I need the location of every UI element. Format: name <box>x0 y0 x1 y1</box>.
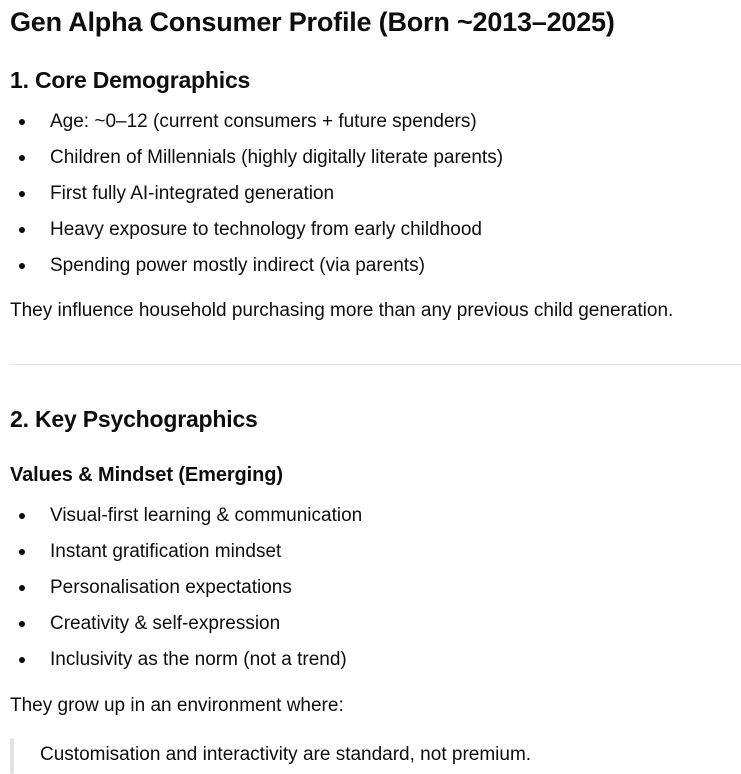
bullet-icon <box>19 621 25 627</box>
list-item-text: Children of Millennials (highly digitally literate parents) <box>50 147 504 168</box>
list-item <box>0 104 741 140</box>
list-item <box>0 642 741 678</box>
list-item <box>0 248 741 284</box>
section-heading-core-demographics: 1. Core Demographics <box>10 67 251 93</box>
list-item <box>0 212 741 248</box>
bullet-icon <box>19 191 25 197</box>
list-item-text: Personalisation expectations <box>50 577 292 598</box>
bullet-icon <box>19 657 25 663</box>
list-item <box>0 606 741 642</box>
blockquote <box>10 738 741 774</box>
psychographics-note: They grow up in an environment where: <box>10 695 344 716</box>
list-item-text: Creativity & self-expression <box>50 613 281 634</box>
blockquote-text: Customisation and interactivity are standard, not premium. <box>40 744 532 765</box>
page-title: Gen Alpha Consumer Profile (Born ~2013–2025) <box>10 7 615 37</box>
core-demographics-list <box>0 104 741 284</box>
list-item-text: Heavy exposure to technology from early childhood <box>50 219 482 240</box>
bullet-icon <box>19 227 25 233</box>
section-divider <box>10 364 741 365</box>
bullet-icon <box>19 513 25 519</box>
list-item-text: Spending power mostly indirect (via parents) <box>50 255 425 276</box>
bullet-icon <box>19 119 25 125</box>
list-item <box>0 570 741 606</box>
values-mindset-list <box>0 498 741 678</box>
blockquote-bar <box>10 738 14 774</box>
list-item-text: Instant gratification mindset <box>50 541 282 562</box>
list-item-text: Visual-first learning & communication <box>50 505 363 526</box>
list-item-text: Inclusivity as the norm (not a trend) <box>50 649 347 670</box>
bullet-icon <box>19 263 25 269</box>
bullet-icon <box>19 585 25 591</box>
section-heading-key-psychographics: 2. Key Psychographics <box>10 406 258 432</box>
list-item-text: First fully AI-integrated generation <box>50 183 335 204</box>
subheading-values-mindset: Values & Mindset (Emerging) <box>10 464 283 486</box>
list-item <box>0 498 741 534</box>
bullet-icon <box>19 155 25 161</box>
list-item <box>0 140 741 176</box>
list-item <box>0 534 741 570</box>
core-demographics-note: They influence household purchasing more than any previous child generation. <box>10 300 674 321</box>
bullet-icon <box>19 549 25 555</box>
list-item <box>0 176 741 212</box>
list-item-text: Age: ~0–12 (current consumers + future spenders) <box>50 111 477 132</box>
